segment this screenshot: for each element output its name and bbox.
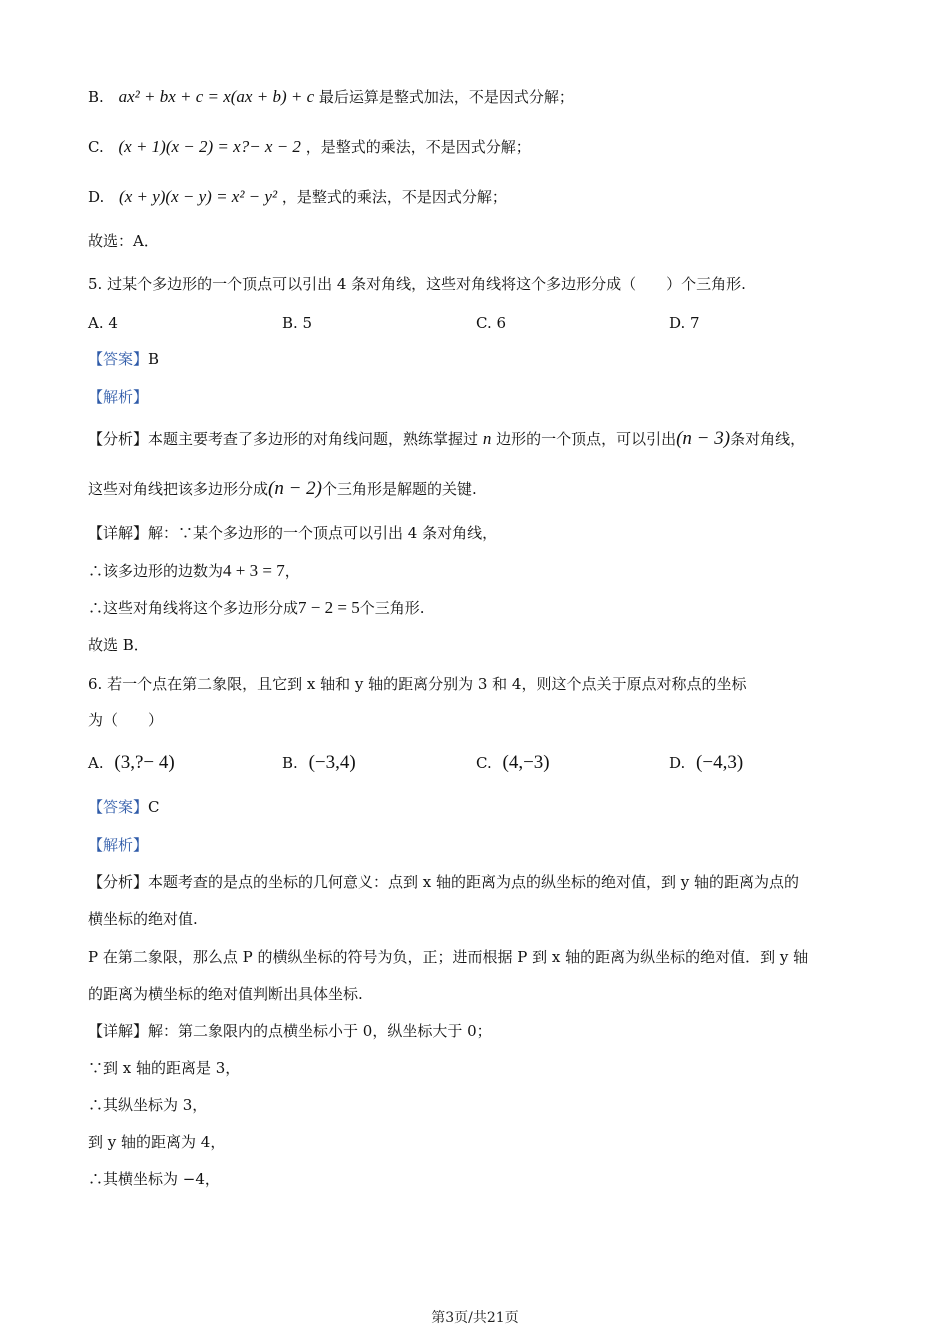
analysis-text: 最后运算是整式加法，不是因式分解； <box>318 88 574 106</box>
analysis-text: ，是整式的乘法，不是因式分解； <box>305 138 531 156</box>
formula: 4 + 3 = 7 <box>223 561 285 580</box>
q5-fenxi-line-1 <box>88 428 805 450</box>
formula: (x + y)(x − y) = x² − y² <box>119 187 278 206</box>
q6-fenxi-line-4: 的距离为横坐标的绝对值判断出具体坐标. <box>88 985 363 1003</box>
fenxi-text: 个三角形是解题的关键. <box>322 480 477 498</box>
option-label: D. <box>88 188 105 206</box>
q6-answer <box>88 796 160 818</box>
option-value: (−4,3) <box>696 752 744 773</box>
formula: ax² + bx + c = x(ax + b) + c <box>118 87 315 106</box>
answer-tag: 【答案】 <box>88 798 149 816</box>
q5-fenxi-line-2 <box>88 478 477 500</box>
q6-fenxi-line-2: 横坐标的绝对值. <box>88 910 198 928</box>
q5-stem: 5. 过某个多边形的一个顶点可以引出 4 条对角线，这些对角线将这个多边形分成（ ）个三角形. <box>88 275 746 293</box>
q6-detail-line-3: ∴其纵坐标为 3， <box>88 1096 208 1114</box>
detail-text: 个三角形. <box>359 599 425 617</box>
q5-detail-line-1 <box>88 522 497 544</box>
q6-detail-line-4: 到 y 轴的距离为 4， <box>88 1133 226 1151</box>
detail-tag: 【详解】 <box>88 524 149 542</box>
q5-option-b: B. 5 <box>282 314 313 332</box>
var-n: n <box>482 429 492 448</box>
q6-option-c <box>476 752 550 774</box>
q6-option-b <box>282 752 356 774</box>
option-label: B. <box>88 88 104 106</box>
q6-fenxi-line-1 <box>88 871 799 893</box>
q5-detail-line-3 <box>88 597 424 619</box>
fenxi-text: 这些对角线把该多边形分成 <box>88 480 269 498</box>
q5-option-c: C. 6 <box>476 314 507 332</box>
q6-analysis-tag: 【解析】 <box>88 836 149 854</box>
detail-tag: 【详解】 <box>88 1022 149 1040</box>
option-b-analysis <box>88 86 574 108</box>
q6-option-d <box>669 752 743 774</box>
q5-answer <box>88 348 159 370</box>
q6-detail-line-5: ∴其横坐标为 −4， <box>88 1170 220 1188</box>
option-d-analysis <box>88 186 507 208</box>
answer-tag: 【答案】 <box>88 350 149 368</box>
q5-option-a: A. 4 <box>88 314 118 332</box>
q6-detail-line-2: ∵到 x 轴的距离是 3， <box>88 1059 241 1077</box>
q6-stem-line-2: 为（ ） <box>88 711 164 729</box>
q5-option-d: D. 7 <box>669 314 700 332</box>
detail-text: ， <box>284 562 300 580</box>
option-value: (4,−3) <box>502 752 550 773</box>
answer-value: B <box>148 350 160 368</box>
option-value: (3,?− 4) <box>114 752 175 773</box>
option-label: C. <box>476 754 492 772</box>
formula: (n − 2) <box>268 478 322 499</box>
option-label: D. <box>669 754 686 772</box>
option-label: B. <box>282 754 298 772</box>
fenxi-text: 边形的一个顶点，可以引出 <box>496 430 677 448</box>
option-label: A. <box>88 754 104 772</box>
answer-value: C <box>148 798 160 816</box>
formula: (n − 3) <box>676 428 731 449</box>
q6-stem-line-1: 6. 若一个点在第二象限，且它到 x 轴和 y 轴的距离分别为 3 和 4，则这个点关于原点对称点的坐标 <box>88 675 747 693</box>
detail-text: 解：∵某个多边形的一个顶点可以引出 4 条对角线， <box>148 524 498 542</box>
option-value: (−3,4) <box>308 752 356 773</box>
formula: (x + 1)(x − 2) = x?− x − 2 <box>118 137 301 156</box>
q5-analysis-tag: 【解析】 <box>88 388 149 406</box>
detail-text: ∴这些对角线将这个多边形分成 <box>88 599 299 617</box>
fenxi-text: 本题考查的是点的坐标的几何意义：点到 x 轴的距离为点的纵坐标的绝对值，到 y 轴的距离为点的 <box>148 873 800 891</box>
q6-fenxi-line-3: P 在第二象限，那么点 P 的横纵坐标的符号为负，正；进而根据 P 到 x 轴的距离为纵坐标的绝对值．到 y 轴 <box>88 948 809 966</box>
fenxi-tag: 【分析】 <box>88 873 149 891</box>
page-footer: 第3页/共21页 <box>431 1310 519 1326</box>
q6-detail-line-1 <box>88 1020 492 1042</box>
q5-detail-line-2 <box>88 560 300 582</box>
option-c-analysis <box>88 136 531 158</box>
fenxi-text: 本题主要考查了多边形的对角线问题，熟练掌握过 <box>148 430 479 448</box>
detail-text: ∴该多边形的边数为 <box>88 562 224 580</box>
fenxi-text: 条对角线， <box>730 430 806 448</box>
q4-choice: 故选：A． <box>88 232 159 250</box>
q6-option-a <box>88 752 175 774</box>
q5-choice: 故选 B． <box>88 636 149 654</box>
analysis-text: ，是整式的乘法，不是因式分解； <box>281 188 507 206</box>
option-label: C. <box>88 138 104 156</box>
formula: 7 − 2 = 5 <box>298 598 360 617</box>
fenxi-tag: 【分析】 <box>88 430 149 448</box>
detail-text: 解：第二象限内的点横坐标小于 0，纵坐标大于 0； <box>148 1022 492 1040</box>
